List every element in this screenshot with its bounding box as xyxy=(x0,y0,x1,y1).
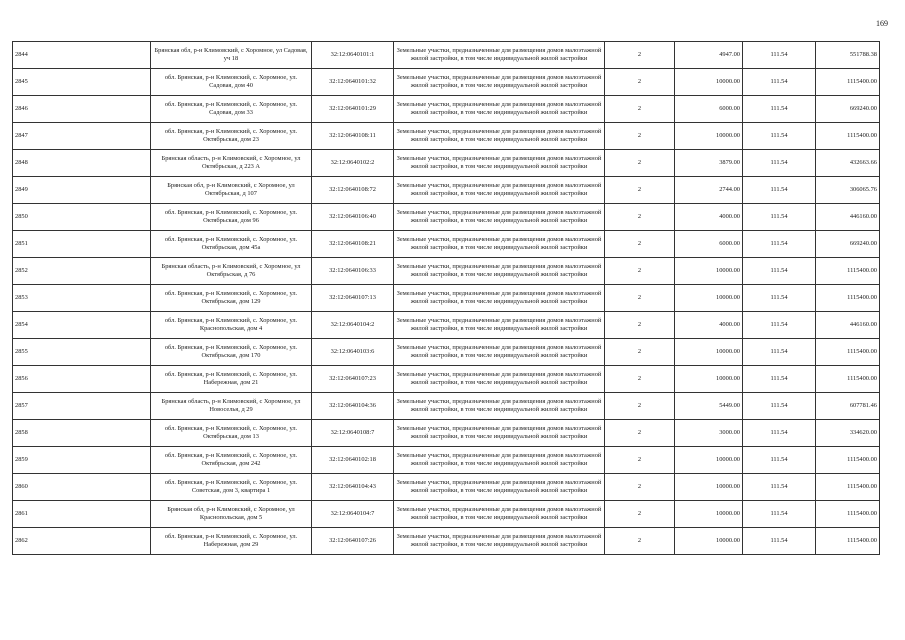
cadastral-number-cell: 32:12:0640108:72 xyxy=(312,177,394,204)
table-row xyxy=(13,96,880,123)
cadastral-value-cell: 1115400.00 xyxy=(816,285,880,312)
cadastral-number-cell: 32:12:0640108:7 xyxy=(312,420,394,447)
land-use-cell: Земельные участки, предназначенные для размещения домов малоэтажной жилой застройки, в том числе индивидуальной жилой застройки xyxy=(394,42,605,69)
table-row xyxy=(13,42,880,69)
land-use-cell: Земельные участки, предназначенные для размещения домов малоэтажной жилой застройки, в том числе индивидуальной жилой застройки xyxy=(394,123,605,150)
cadastral-value-cell: 1115400.00 xyxy=(816,339,880,366)
area-cell: 6000.00 xyxy=(675,96,743,123)
cadastral-number-cell: 32:12:0640107:23 xyxy=(312,366,394,393)
land-use-cell: Земельные участки, предназначенные для размещения домов малоэтажной жилой застройки, в том числе индивидуальной жилой застройки xyxy=(394,501,605,528)
address-cell: Брянская область, р-н Климовский, с Хоромное, ул Новоселья, д 29 xyxy=(151,393,312,420)
land-use-cell: Земельные участки, предназначенные для размещения домов малоэтажной жилой застройки, в том числе индивидуальной жилой застройки xyxy=(394,447,605,474)
cadastral-value-cell: 1115400.00 xyxy=(816,474,880,501)
cadastral-number-cell: 32:12:0640101:29 xyxy=(312,96,394,123)
category-cell: 2 xyxy=(605,258,675,285)
cadastral-number-cell: 32:12:0640101:1 xyxy=(312,42,394,69)
address-cell: Брянская область, р-н Климовский, с Хоромное, ул Октябрьская, д 223 А xyxy=(151,150,312,177)
specific-value-cell: 111.54 xyxy=(743,231,816,258)
table-row xyxy=(13,501,880,528)
area-cell: 10000.00 xyxy=(675,501,743,528)
cadastral-number-cell: 32:12:0640106:40 xyxy=(312,204,394,231)
area-cell: 10000.00 xyxy=(675,69,743,96)
cadastral-value-cell: 551788.38 xyxy=(816,42,880,69)
cadastral-value-cell: 1115400.00 xyxy=(816,69,880,96)
category-cell: 2 xyxy=(605,528,675,555)
cadastral-number-cell: 32:12:0640104:2 xyxy=(312,312,394,339)
cadastral-number-cell: 32:12:0640108:21 xyxy=(312,231,394,258)
table-row xyxy=(13,150,880,177)
address-cell: обл. Брянская, р-н Климовский, с. Хоромное, ул. Октябрьская, дом 23 xyxy=(151,123,312,150)
land-use-cell: Земельные участки, предназначенные для размещения домов малоэтажной жилой застройки, в том числе индивидуальной жилой застройки xyxy=(394,420,605,447)
address-cell: Брянская обл, р-н Климовский, с Хоромное, ул Октябрьская, д 107 xyxy=(151,177,312,204)
row-number-cell: 2851 xyxy=(13,231,151,258)
category-cell: 2 xyxy=(605,231,675,258)
category-cell: 2 xyxy=(605,123,675,150)
category-cell: 2 xyxy=(605,177,675,204)
category-cell: 2 xyxy=(605,366,675,393)
table-row xyxy=(13,123,880,150)
land-use-cell: Земельные участки, предназначенные для размещения домов малоэтажной жилой застройки, в том числе индивидуальной жилой застройки xyxy=(394,69,605,96)
cadastral-value-cell: 1115400.00 xyxy=(816,123,880,150)
table-row xyxy=(13,528,880,555)
address-cell: обл. Брянская, р-н Климовский, с. Хоромное, ул. Октябрьская, дом 170 xyxy=(151,339,312,366)
table-row xyxy=(13,231,880,258)
table-row xyxy=(13,366,880,393)
area-cell: 6000.00 xyxy=(675,231,743,258)
row-number-cell: 2850 xyxy=(13,204,151,231)
area-cell: 4000.00 xyxy=(675,204,743,231)
address-cell: Брянская обл, р-н Климовский, с Хоромное, ул Краснопольская, дом 5 xyxy=(151,501,312,528)
row-number-cell: 2847 xyxy=(13,123,151,150)
cadastral-value-cell: 1115400.00 xyxy=(816,366,880,393)
address-cell: обл. Брянская, р-н Климовский, с. Хоромное, ул. Набережная, дом 29 xyxy=(151,528,312,555)
category-cell: 2 xyxy=(605,69,675,96)
specific-value-cell: 111.54 xyxy=(743,96,816,123)
cadastral-value-cell: 432663.66 xyxy=(816,150,880,177)
cadastral-value-cell: 1115400.00 xyxy=(816,528,880,555)
land-use-cell: Земельные участки, предназначенные для размещения домов малоэтажной жилой застройки, в том числе индивидуальной жилой застройки xyxy=(394,339,605,366)
row-number-cell: 2846 xyxy=(13,96,151,123)
cadastral-value-cell: 607781.46 xyxy=(816,393,880,420)
table-row xyxy=(13,258,880,285)
row-number-cell: 2845 xyxy=(13,69,151,96)
cadastral-number-cell: 32:12:0640107:13 xyxy=(312,285,394,312)
page-number: 169 xyxy=(876,19,888,28)
specific-value-cell: 111.54 xyxy=(743,339,816,366)
row-number-cell: 2862 xyxy=(13,528,151,555)
land-use-cell: Земельные участки, предназначенные для размещения домов малоэтажной жилой застройки, в том числе индивидуальной жилой застройки xyxy=(394,528,605,555)
category-cell: 2 xyxy=(605,312,675,339)
cadastral-number-cell: 32:12:0640102:2 xyxy=(312,150,394,177)
cadastral-value-cell: 1115400.00 xyxy=(816,258,880,285)
cadastral-number-cell: 32:12:0640107:26 xyxy=(312,528,394,555)
cadastral-number-cell: 32:12:0640103:6 xyxy=(312,339,394,366)
category-cell: 2 xyxy=(605,285,675,312)
cadastral-value-cell: 306065.76 xyxy=(816,177,880,204)
land-use-cell: Земельные участки, предназначенные для размещения домов малоэтажной жилой застройки, в том числе индивидуальной жилой застройки xyxy=(394,258,605,285)
row-number-cell: 2848 xyxy=(13,150,151,177)
specific-value-cell: 111.54 xyxy=(743,474,816,501)
table-row xyxy=(13,69,880,96)
row-number-cell: 2860 xyxy=(13,474,151,501)
land-use-cell: Земельные участки, предназначенные для размещения домов малоэтажной жилой застройки, в том числе индивидуальной жилой застройки xyxy=(394,204,605,231)
specific-value-cell: 111.54 xyxy=(743,501,816,528)
row-number-cell: 2854 xyxy=(13,312,151,339)
address-cell: обл. Брянская, р-н Климовский, с. Хоромное, ул. Набережная, дом 21 xyxy=(151,366,312,393)
cadastral-value-cell: 446160.00 xyxy=(816,204,880,231)
table-body xyxy=(13,42,880,555)
row-number-cell: 2853 xyxy=(13,285,151,312)
table-row xyxy=(13,177,880,204)
row-number-cell: 2852 xyxy=(13,258,151,285)
specific-value-cell: 111.54 xyxy=(743,177,816,204)
table-row xyxy=(13,339,880,366)
land-use-cell: Земельные участки, предназначенные для размещения домов малоэтажной жилой застройки, в том числе индивидуальной жилой застройки xyxy=(394,231,605,258)
cadastral-value-cell: 669240.00 xyxy=(816,231,880,258)
area-cell: 5449.00 xyxy=(675,393,743,420)
specific-value-cell: 111.54 xyxy=(743,312,816,339)
area-cell: 10000.00 xyxy=(675,528,743,555)
address-cell: обл. Брянская, р-н Климовский, с. Хоромное, ул. Октябрьская, дом 242 xyxy=(151,447,312,474)
address-cell: обл. Брянская, р-н Климовский, с. Хоромное, ул. Октябрьская, дом 96 xyxy=(151,204,312,231)
cadastral-value-cell: 334620.00 xyxy=(816,420,880,447)
area-cell: 10000.00 xyxy=(675,366,743,393)
cadastral-value-cell: 669240.00 xyxy=(816,96,880,123)
row-number-cell: 2856 xyxy=(13,366,151,393)
land-use-cell: Земельные участки, предназначенные для размещения домов малоэтажной жилой застройки, в том числе индивидуальной жилой застройки xyxy=(394,285,605,312)
land-use-cell: Земельные участки, предназначенные для размещения домов малоэтажной жилой застройки, в том числе индивидуальной жилой застройки xyxy=(394,312,605,339)
table-row xyxy=(13,447,880,474)
area-cell: 4000.00 xyxy=(675,312,743,339)
address-cell: Брянская обл, р-н Климовский, с Хоромное, ул Садовая, уч 18 xyxy=(151,42,312,69)
category-cell: 2 xyxy=(605,150,675,177)
land-registry-table xyxy=(12,41,880,555)
cadastral-number-cell: 32:12:0640104:36 xyxy=(312,393,394,420)
area-cell: 10000.00 xyxy=(675,447,743,474)
specific-value-cell: 111.54 xyxy=(743,69,816,96)
land-use-cell: Земельные участки, предназначенные для размещения домов малоэтажной жилой застройки, в том числе индивидуальной жилой застройки xyxy=(394,393,605,420)
category-cell: 2 xyxy=(605,42,675,69)
specific-value-cell: 111.54 xyxy=(743,393,816,420)
land-use-cell: Земельные участки, предназначенные для размещения домов малоэтажной жилой застройки, в том числе индивидуальной жилой застройки xyxy=(394,96,605,123)
specific-value-cell: 111.54 xyxy=(743,447,816,474)
specific-value-cell: 111.54 xyxy=(743,42,816,69)
area-cell: 2744.00 xyxy=(675,177,743,204)
address-cell: обл. Брянская, р-н Климовский, с. Хоромное, ул. Садовая, дом 40 xyxy=(151,69,312,96)
row-number-cell: 2861 xyxy=(13,501,151,528)
address-cell: обл. Брянская, р-н Климовский, с. Хоромное, ул. Краснопольская, дом 4 xyxy=(151,312,312,339)
category-cell: 2 xyxy=(605,447,675,474)
cadastral-value-cell: 1115400.00 xyxy=(816,501,880,528)
table-row xyxy=(13,474,880,501)
area-cell: 10000.00 xyxy=(675,474,743,501)
category-cell: 2 xyxy=(605,501,675,528)
address-cell: Брянская область, р-н Климовский, с Хоромное, ул Октябрьская, д 76 xyxy=(151,258,312,285)
area-cell: 3879.00 xyxy=(675,150,743,177)
area-cell: 3000.00 xyxy=(675,420,743,447)
row-number-cell: 2844 xyxy=(13,42,151,69)
address-cell: обл. Брянская, р-н Климовский, с. Хоромное, ул. Октябрьская, дом 13 xyxy=(151,420,312,447)
category-cell: 2 xyxy=(605,96,675,123)
category-cell: 2 xyxy=(605,339,675,366)
area-cell: 10000.00 xyxy=(675,339,743,366)
address-cell: обл. Брянская, р-н Климовский, с. Хоромное, ул. Октябрьская, дом 129 xyxy=(151,285,312,312)
cadastral-number-cell: 32:12:0640104:7 xyxy=(312,501,394,528)
cadastral-number-cell: 32:12:0640102:18 xyxy=(312,447,394,474)
address-cell: обл. Брянская, р-н Климовский, с. Хоромное, ул. Октябрьская, дом 45а xyxy=(151,231,312,258)
table-row xyxy=(13,420,880,447)
address-cell: обл. Брянская, р-н Климовский, с. Хоромное, ул. Советская, дом 3, квартира 1 xyxy=(151,474,312,501)
area-cell: 10000.00 xyxy=(675,123,743,150)
cadastral-number-cell: 32:12:0640104:43 xyxy=(312,474,394,501)
specific-value-cell: 111.54 xyxy=(743,123,816,150)
cadastral-value-cell: 1115400.00 xyxy=(816,447,880,474)
area-cell: 4947.00 xyxy=(675,42,743,69)
land-use-cell: Земельные участки, предназначенные для размещения домов малоэтажной жилой застройки, в том числе индивидуальной жилой застройки xyxy=(394,150,605,177)
category-cell: 2 xyxy=(605,420,675,447)
table-row xyxy=(13,393,880,420)
specific-value-cell: 111.54 xyxy=(743,204,816,231)
row-number-cell: 2855 xyxy=(13,339,151,366)
specific-value-cell: 111.54 xyxy=(743,285,816,312)
address-cell: обл. Брянская, р-н Климовский, с. Хоромное, ул. Садовая, дом 33 xyxy=(151,96,312,123)
specific-value-cell: 111.54 xyxy=(743,420,816,447)
cadastral-number-cell: 32:12:0640101:32 xyxy=(312,69,394,96)
cadastral-number-cell: 32:12:0640108:11 xyxy=(312,123,394,150)
specific-value-cell: 111.54 xyxy=(743,258,816,285)
table-row xyxy=(13,312,880,339)
cadastral-value-cell: 446160.00 xyxy=(816,312,880,339)
land-use-cell: Земельные участки, предназначенные для размещения домов малоэтажной жилой застройки, в том числе индивидуальной жилой застройки xyxy=(394,177,605,204)
area-cell: 10000.00 xyxy=(675,258,743,285)
area-cell: 10000.00 xyxy=(675,285,743,312)
table-row xyxy=(13,285,880,312)
table-row xyxy=(13,204,880,231)
row-number-cell: 2857 xyxy=(13,393,151,420)
row-number-cell: 2849 xyxy=(13,177,151,204)
cadastral-number-cell: 32:12:0640106:33 xyxy=(312,258,394,285)
category-cell: 2 xyxy=(605,393,675,420)
land-use-cell: Земельные участки, предназначенные для размещения домов малоэтажной жилой застройки, в том числе индивидуальной жилой застройки xyxy=(394,366,605,393)
category-cell: 2 xyxy=(605,204,675,231)
category-cell: 2 xyxy=(605,474,675,501)
row-number-cell: 2859 xyxy=(13,447,151,474)
specific-value-cell: 111.54 xyxy=(743,150,816,177)
specific-value-cell: 111.54 xyxy=(743,528,816,555)
land-use-cell: Земельные участки, предназначенные для размещения домов малоэтажной жилой застройки, в том числе индивидуальной жилой застройки xyxy=(394,474,605,501)
row-number-cell: 2858 xyxy=(13,420,151,447)
specific-value-cell: 111.54 xyxy=(743,366,816,393)
